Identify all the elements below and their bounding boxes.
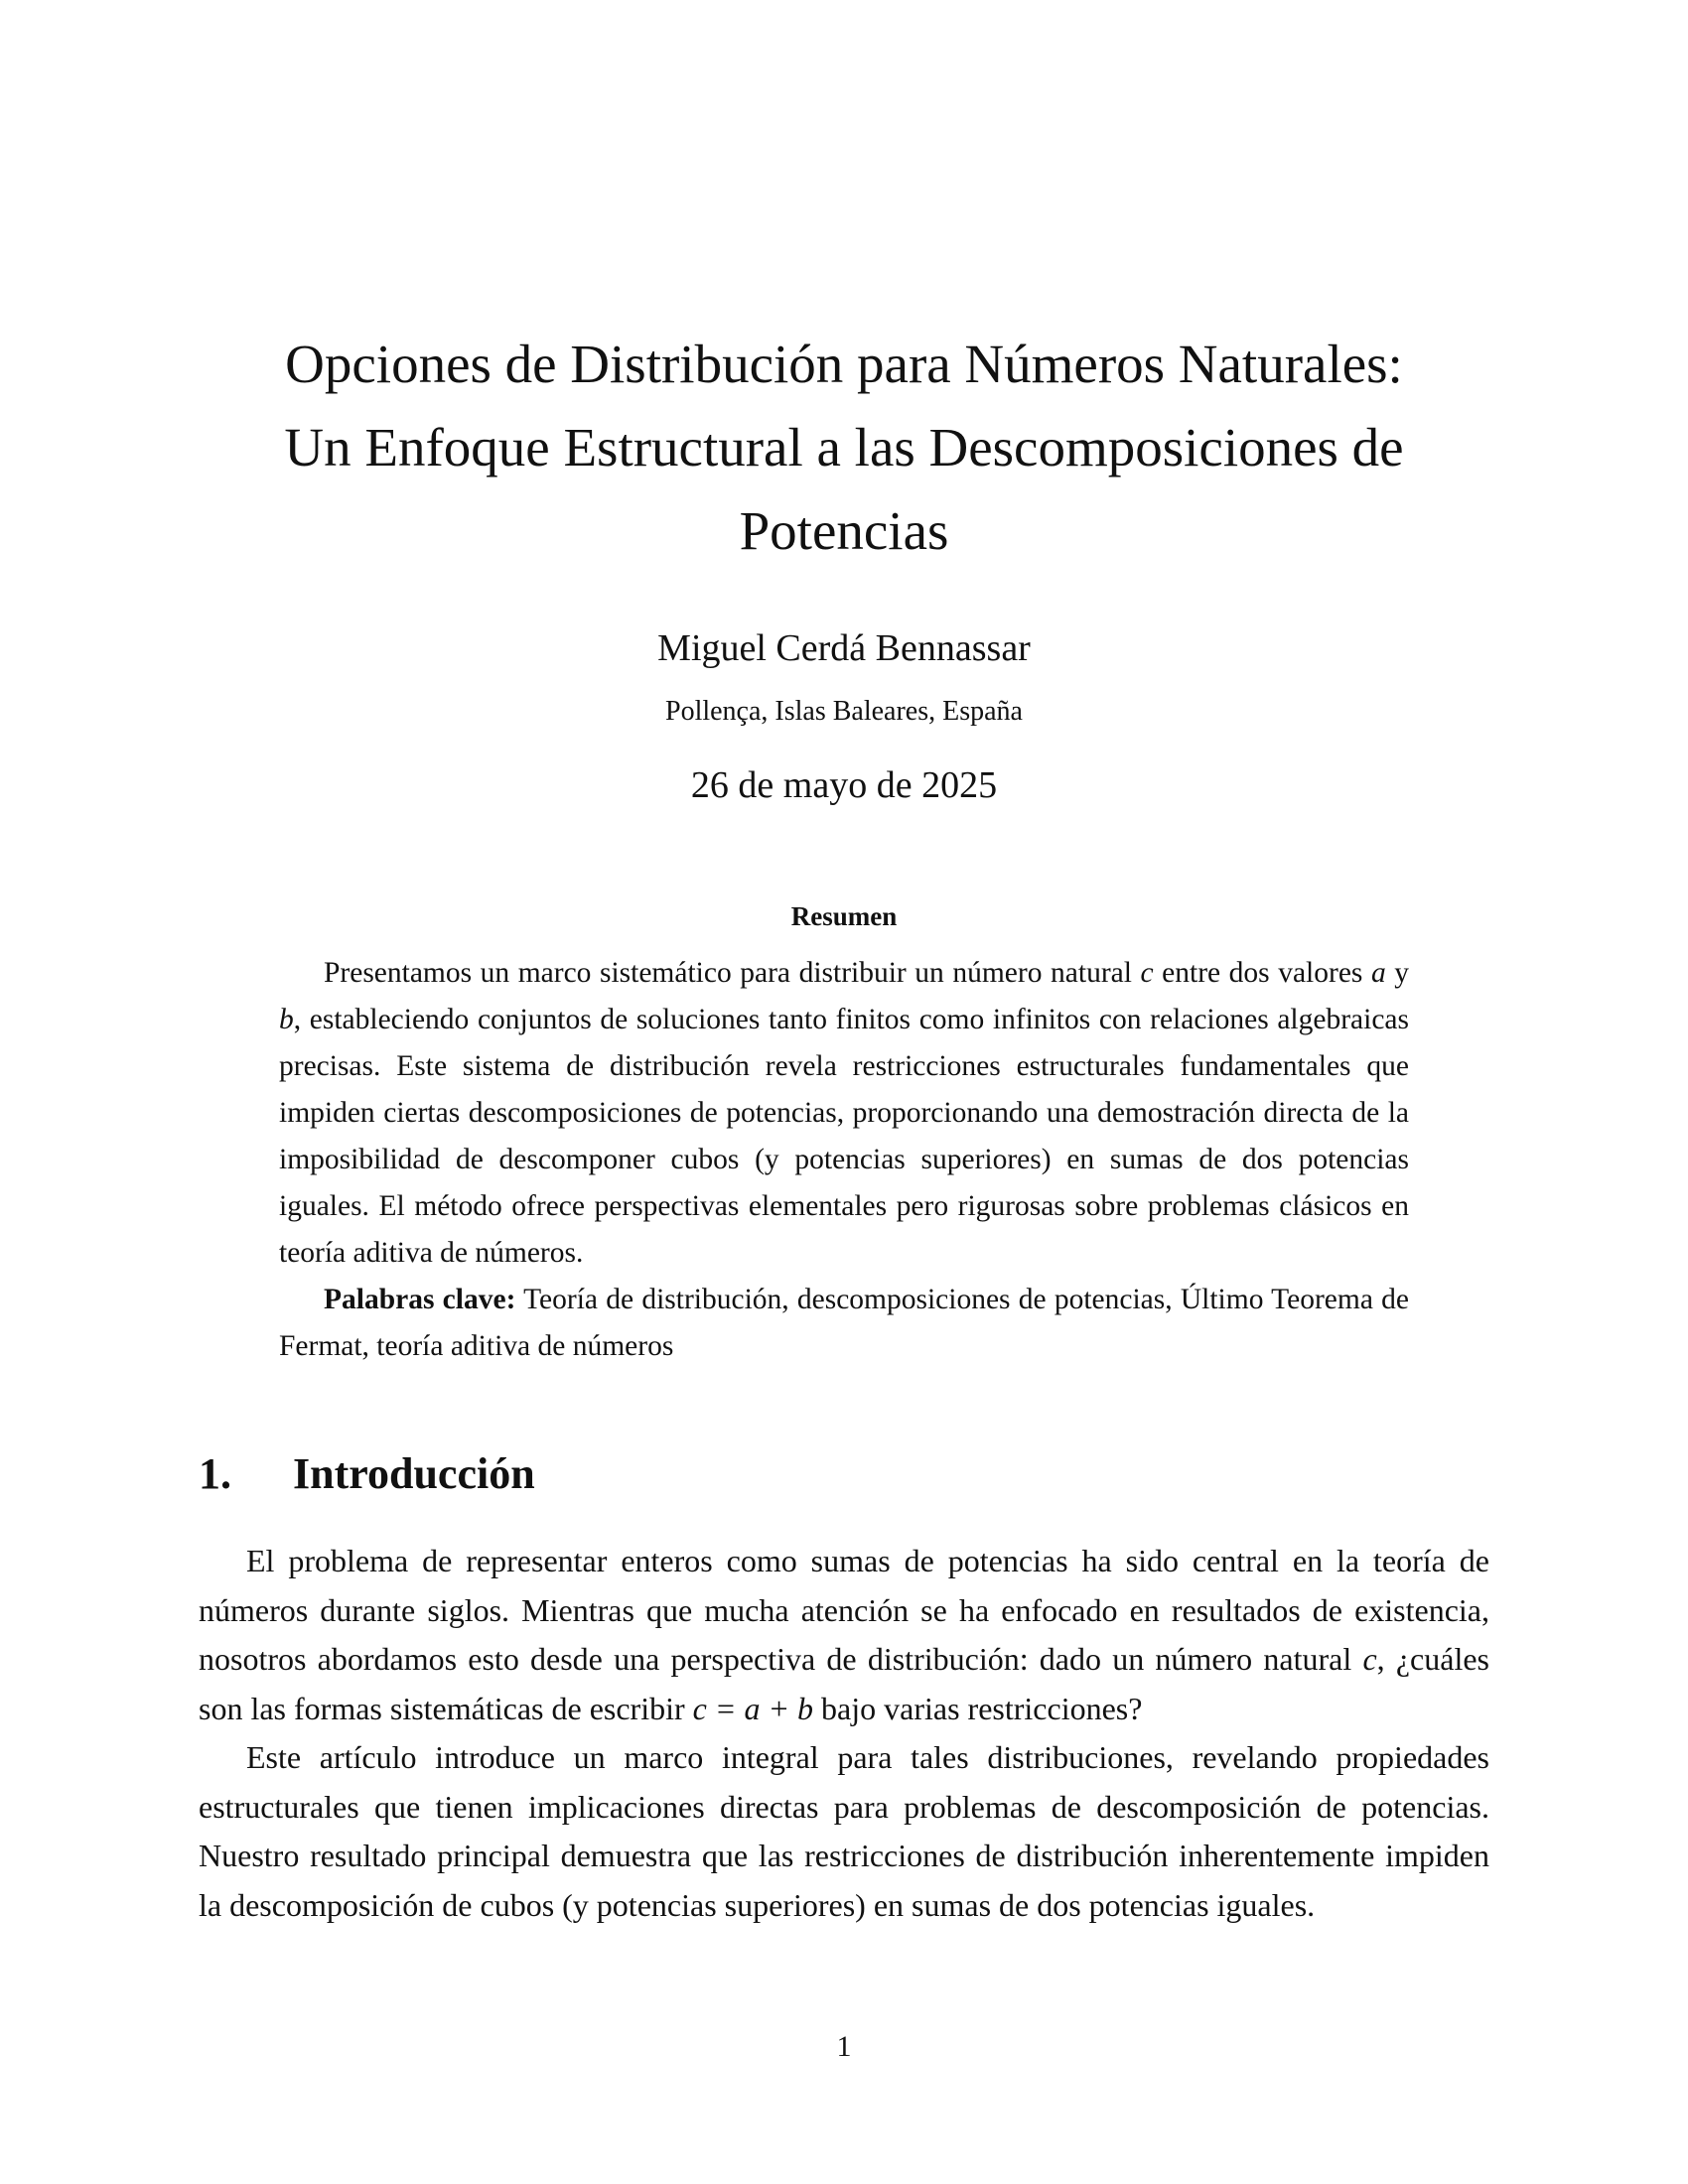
section-heading-introduccion: [199, 1444, 535, 1504]
keywords-text: Teoría de distribución, descomposiciones de potencias, Último Teorema de Fermat, teoría aditiva de números: [279, 1284, 1409, 1362]
intro-text-3: bajo varias restricciones?: [813, 1690, 1143, 1726]
title-line-3: Potencias: [739, 500, 949, 561]
abstract-body: [279, 950, 1409, 1370]
math-var-c: c: [1140, 957, 1154, 989]
abstract-text-4: , estableciendo conjuntos de soluciones tanto finitos como infinitos con relaciones algebraicas precisas. Este sistema de distribución revela restricciones estructurales fundamentales que impiden ciertas descomposiciones de potencias, proporcionando una demostración directa de la imposibilidad de descomponer cubos (y potencias superiores) en sumas de dos potencias iguales. El método ofrece perspectivas elementales pero rigurosas sobre problemas clásicos en teoría aditiva de números.: [279, 1004, 1409, 1269]
intro-text-1: El problema de representar enteros como sumas de potencias ha sido central en la teoría de números durante siglos. Mientras que mucha atención se ha enfocado en resultados de existencia, nosotros abordamos esto desde una perspectiva de distribución: dado un número natural: [199, 1543, 1489, 1677]
abstract-heading: Resumen: [790, 901, 898, 931]
abstract-text-1: Presentamos un marco sistemático para distribuir un número natural: [324, 957, 1141, 989]
section-number: 1.: [199, 1449, 231, 1498]
title-line-1: Opciones de Distribución para Números Naturales:: [285, 334, 1403, 394]
math-equation: c = a + b: [692, 1690, 814, 1726]
intro-paragraph-2: Este artículo introduce un marco integral para tales distribuciones, revelando propiedades estructurales que tienen implicaciones directas para problemas de descomposición de potencias. Nuestro resultado principal demuestra que las restricciones de distribución inherentemente impiden la descomposición de cubos (y potencias superiores) en sumas de dos potencias iguales.: [199, 1739, 1489, 1923]
author-name: Miguel Cerdá Bennassar: [657, 627, 1031, 669]
paper-title: [199, 323, 1489, 573]
title-block: [199, 323, 1489, 809]
math-var-a: a: [1370, 957, 1386, 989]
paper-date: 26 de mayo de 2025: [690, 764, 998, 806]
abstract-text-2: entre dos valores: [1153, 957, 1371, 989]
abstract: [279, 901, 1409, 1370]
intro-paragraph-1: [199, 1537, 1489, 1733]
section-title-text: Introducción: [293, 1449, 535, 1498]
keywords-paragraph: [279, 1277, 1409, 1370]
math-var-b: b: [279, 1004, 294, 1035]
math-var-c: c: [1362, 1641, 1377, 1677]
keywords-label: Palabras clave:: [324, 1284, 516, 1315]
section-body-introduccion: [199, 1537, 1489, 1930]
abstract-paragraph: [279, 950, 1409, 1277]
title-line-2: Un Enfoque Estructural a las Descomposiciones de: [284, 417, 1404, 478]
intro-text-2: , ¿cuáles son las formas sistemáticas de escribir: [199, 1641, 1490, 1726]
page-number: 1: [836, 2030, 852, 2063]
abstract-text-3: y: [1385, 957, 1410, 989]
author-affiliation: Pollença, Islas Baleares, España: [665, 696, 1023, 727]
